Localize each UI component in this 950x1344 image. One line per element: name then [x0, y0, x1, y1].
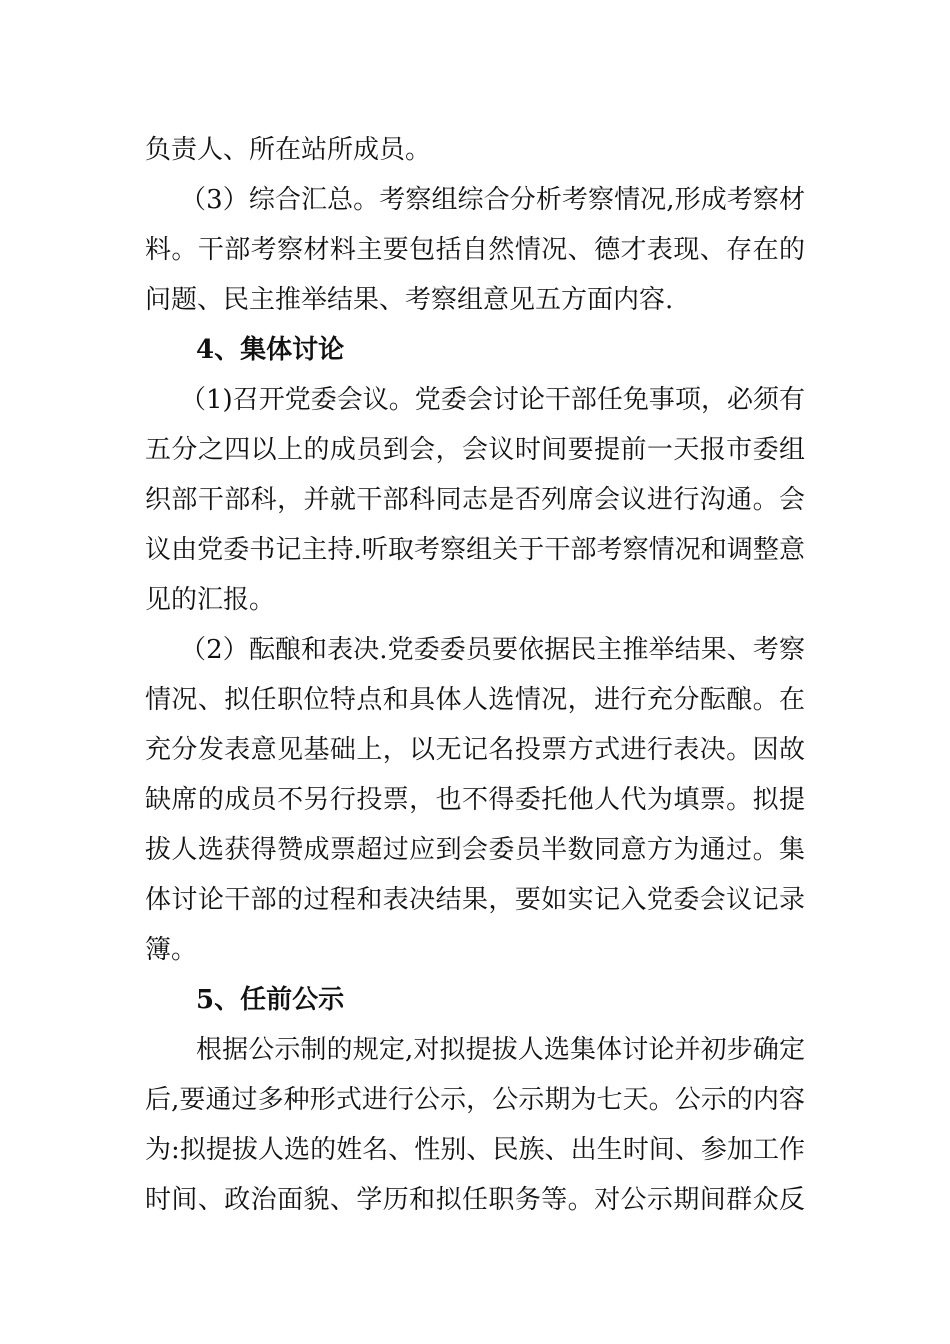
text-line: 拔人选获得赞成票超过应到会委员半数同意方为通过。集 [145, 835, 805, 865]
text-line: 织部干部科，并就干部科同志是否列席会议进行沟通。会 [145, 485, 805, 515]
paragraph-3-line-1: （3）综合汇总。考察组综合分析考察情况,形成考察材 [180, 185, 805, 215]
paragraph-1-line-1: （1)召开党委会议。党委会讨论干部任免事项，必须有 [180, 385, 805, 415]
text-line: 议由党委书记主持.听取考察组关于干部考察情况和调整意 [145, 535, 805, 565]
section-heading-5: 5、任前公示 [196, 985, 345, 1015]
paragraph-2-line-1: （2）酝酿和表决.党委委员要依据民主推举结果、考察 [180, 635, 805, 665]
text-line: 料。干部考察材料主要包括自然情况、德才表现、存在的 [145, 235, 805, 265]
text-line: 问题、民主推举结果、考察组意见五方面内容. [145, 285, 674, 315]
text-line: 负责人、所在站所成员。 [145, 135, 432, 165]
text-line: 后,要通过多种形式进行公示，公示期为七天。公示的内容 [145, 1085, 805, 1115]
text-line: 五分之四以上的成员到会，会议时间要提前一天报市委组 [145, 435, 805, 465]
text-line: 充分发表意见基础上，以无记名投票方式进行表决。因故 [145, 735, 805, 765]
text-line: 缺席的成员不另行投票，也不得委托他人代为填票。拟提 [145, 785, 805, 815]
text-line: 情况、拟任职位特点和具体人选情况，进行充分酝酿。在 [145, 685, 805, 715]
text-line: 体讨论干部的过程和表决结果，要如实记入党委会议记录 [145, 885, 805, 915]
section-heading-4: 4、集体讨论 [196, 335, 345, 365]
text-line: 见的汇报。 [145, 585, 276, 615]
text-line: 簿。 [145, 935, 198, 965]
text-line: 时间、政治面貌、学历和拟任职务等。对公示期间群众反 [145, 1185, 805, 1215]
text-line: 为:拟提拔人选的姓名、性别、民族、出生时间、参加工作 [145, 1135, 805, 1165]
paragraph-disclosure-line-1: 根据公示制的规定,对拟提拔人选集体讨论并初步确定 [196, 1035, 805, 1065]
